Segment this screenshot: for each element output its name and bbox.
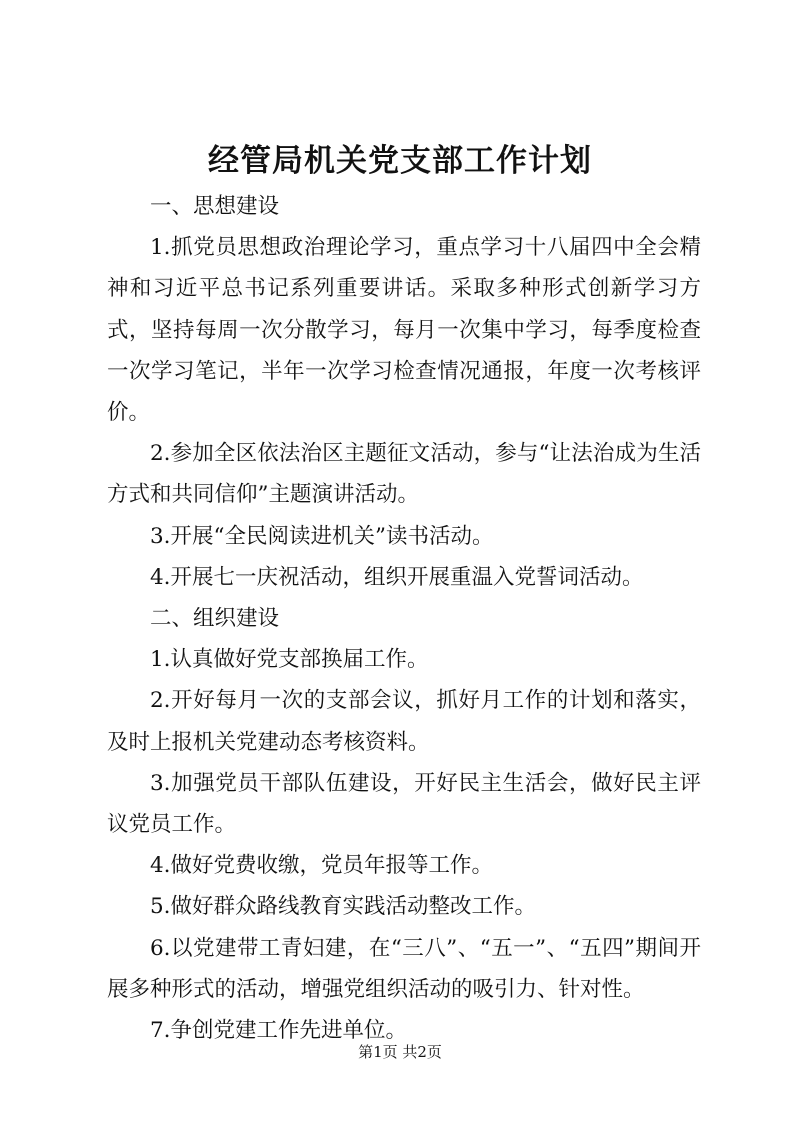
paragraph-ideology-1: 1.抓党员思想政治理论学习，重点学习十八届四中全会精神和习近平总书记系列重要讲话。采取多种形式创新学习方式，坚持每周一次分散学习，每月一次集中学习，每季度检查一次学习笔记，半年一次学习检查情况通报，年度一次考核评价。: [107, 235, 701, 426]
paragraph-organization-4: 4.做好党费收缴，党员年报等工作。: [150, 853, 494, 879]
paragraph-ideology-4: 4.开展七一庆祝活动，组织开展重温入党誓词活动。: [150, 564, 644, 590]
paragraph-organization-3: 3.加强党员干部队伍建设，开好民主生活会，做好民主评议党员工作。: [107, 770, 701, 838]
page-footer: 第1页 共2页: [358, 1043, 442, 1061]
paragraph-ideology-3: 3.开展“全民阅读进机关”读书活动。: [150, 523, 494, 549]
section-heading-organization: 二、组织建设: [150, 606, 280, 632]
paragraph-organization-5: 5.做好群众路线教育实践活动整改工作。: [150, 894, 537, 920]
paragraph-organization-2: 2.开好每月一次的支部会议，抓好月工作的计划和落实，及时上报机关党建动态考核资料。: [107, 688, 701, 755]
paragraph-organization-1: 1.认真做好党支部换届工作。: [150, 647, 429, 673]
paragraph-organization-6: 6.以党建带工青妇建，在“三八”、“五一”、“五四”期间开展多种形式的活动，增强党组织活动的吸引力、针对性。: [107, 935, 701, 1002]
section-heading-ideology: 一、思想建设: [150, 194, 280, 219]
document-title: 经管局机关党支部工作计划: [208, 143, 592, 179]
document-body: [107, 186, 701, 1051]
paragraph-organization-7: 7.争创党建工作先进单位。: [150, 1018, 408, 1044]
paragraph-ideology-2: 2.参加全区依法治区主题征文活动，参与“让法治成为生活方式和共同信仰”主题演讲活动。: [107, 441, 701, 508]
